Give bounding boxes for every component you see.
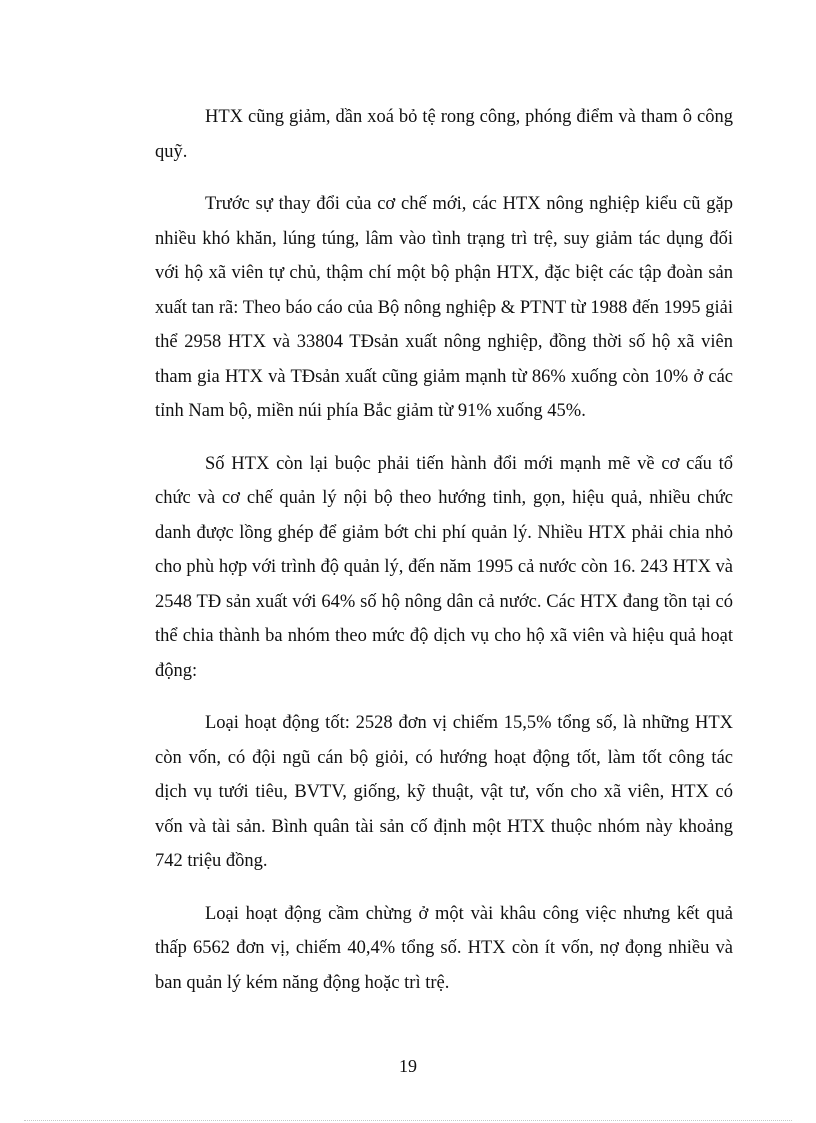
paragraph-4: Loại hoạt động tốt: 2528 đơn vị chiếm 15,5% tổng số, là những HTX còn vốn, có đội ngũ cán bộ giỏi, có hướng hoạt động tốt, làm tốt công tác dịch vụ tưới tiêu, BVTV, giống, kỹ thuật, vật tư, vốn cho xã viên, HTX có vốn và tài sản. Bình quân tài sản cố định một HTX thuộc nhóm này khoảng 742 triệu đồng. xyxy=(155,713,733,871)
document-body xyxy=(155,100,733,1018)
page-bottom-divider xyxy=(24,1120,792,1121)
paragraph-1: HTX cũng giảm, dần xoá bỏ tệ rong công, phóng điểm và tham ô công quỹ. xyxy=(155,107,733,162)
paragraph-5: Loại hoạt động cầm chừng ở một vài khâu công việc nhưng kết quả thấp 6562 đơn vị, chiếm 40,4% tổng số. HTX còn ít vốn, nợ đọng nhiều và ban quản lý kém năng động hoặc trì trệ. xyxy=(155,903,733,993)
page-number: 19 xyxy=(399,1056,417,1076)
paragraph-2: Trước sự thay đổi của cơ chế mới, các HTX nông nghiệp kiểu cũ gặp nhiều khó khăn, lúng túng, lâm vào tình trạng trì trệ, suy giảm tác dụng đối với hộ xã viên tự chủ, thậm chí một bộ phận HTX, đặc biệt các tập đoàn sản xuất tan rã: Theo báo cáo của Bộ nông nghiệp & PTNT từ 1988 đến 1995 giải thể 2958 HTX và 33804 TĐsản xuất nông nghiệp, đồng thời số hộ xã viên tham gia HTX và TĐsản xuất cũng giảm mạnh từ 86% xuống còn 10% ở các tỉnh Nam bộ, miền núi phía Bắc giảm từ 91% xuống 45%. xyxy=(155,194,733,421)
paragraph-3: Số HTX còn lại buộc phải tiến hành đổi mới mạnh mẽ về cơ cấu tổ chức và cơ chế quản lý nội bộ theo hướng tinh, gọn, hiệu quả, nhiều chức danh được lồng ghép để giảm bớt chi phí quản lý. Nhiều HTX phải chia nhỏ cho phù hợp với trình độ quản lý, đến năm 1995 cả nước còn 16. 243 HTX và 2548 TĐ sản xuất với 64% số hộ nông dân cả nước. Các HTX đang tồn tại có thể chia thành ba nhóm theo mức độ dịch vụ cho hộ xã viên và hiệu quả hoạt động: xyxy=(155,453,733,681)
